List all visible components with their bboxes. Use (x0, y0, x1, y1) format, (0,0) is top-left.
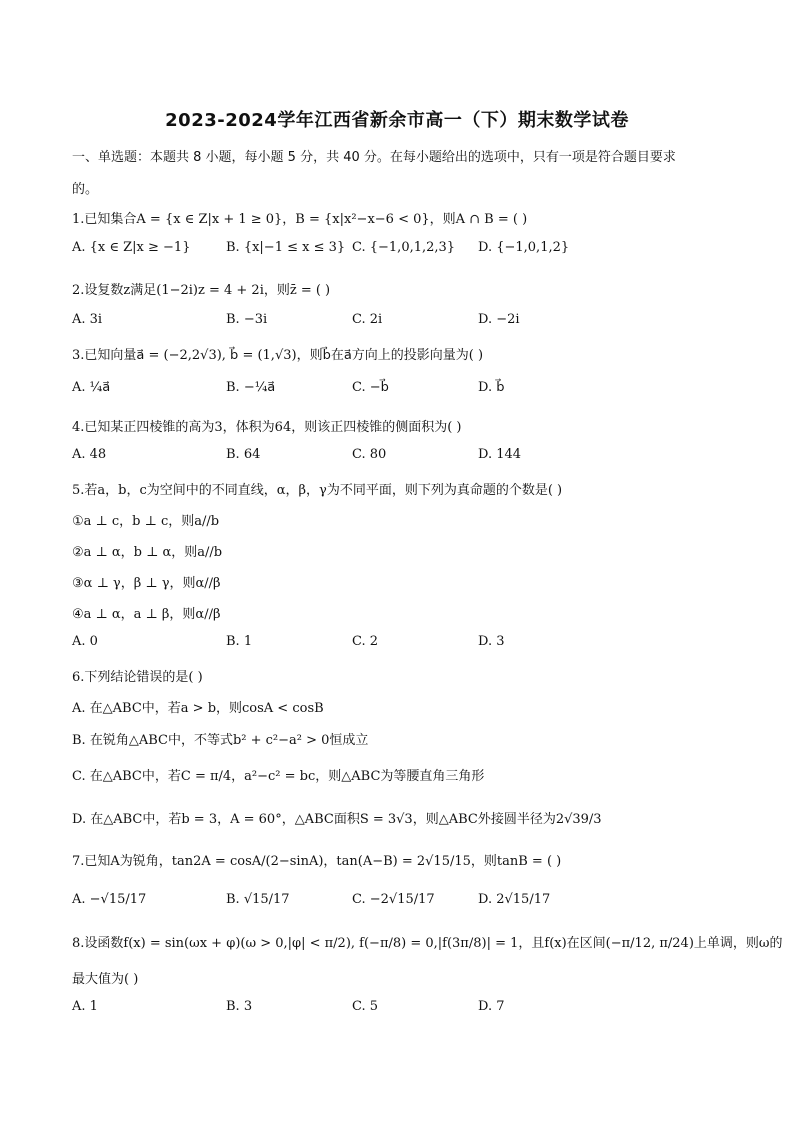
question-3-options (72, 380, 732, 400)
option-b: B. −¼a⃗ (226, 380, 276, 395)
section-heading-line1: 一、单选题：本题共 8 小题，每小题 5 分，共 40 分。在每小题给出的选项中，只有一项是符合题目要求 (72, 150, 676, 165)
option-d: D. 在△ABC中，若b = 3，A = 60°，△ABC面积S = 3√3，则△ABC外接圆半径为2√39/3 (72, 812, 602, 827)
question-8-options (72, 999, 732, 1019)
option-a: A. 在△ABC中，若a > b，则cosA < cosB (72, 701, 324, 716)
option-a: A. 48 (72, 447, 107, 462)
option-c: C. 2 (352, 634, 379, 649)
option-b: B. √15/17 (226, 892, 290, 907)
option-a: A. 3i (72, 312, 103, 327)
question-1-stem: 1.已知集合A = {x ∈ Z|x + 1 ≥ 0}，B = {x|x²−x−6 < 0}，则A ∩ B = ( ) (72, 212, 528, 227)
option-b: B. −3i (226, 312, 268, 327)
option-b: B. 64 (226, 447, 261, 462)
option-c: C. −2√15/17 (352, 892, 435, 907)
option-d: D. 7 (478, 999, 505, 1014)
question-7-options (72, 892, 732, 912)
option-a: A. 1 (72, 999, 98, 1014)
option-c: C. 5 (352, 999, 379, 1014)
option-b: B. {x|−1 ≤ x ≤ 3} (226, 240, 346, 255)
option-c: C. 在△ABC中，若C = π/4，a²−c² = bc，则△ABC为等腰直角三角形 (72, 769, 485, 784)
option-b: B. 1 (226, 634, 253, 649)
question-7-stem: 7.已知A为锐角，tan2A = cosA/(2−sinA)，tan(A−B) = 2√15/15，则tanB = ( ) (72, 854, 562, 869)
exam-title: 2023-2024学年江西省新余市高一（下）期末数学试卷 (165, 110, 629, 131)
option-b: B. 3 (226, 999, 253, 1014)
option-a: A. ¼a⃗ (72, 380, 111, 395)
section-heading-line2: 的。 (72, 182, 99, 197)
question-4-stem: 4.已知某正四棱锥的高为3，体积为64，则该正四棱锥的侧面积为( ) (72, 420, 462, 435)
option-d: D. b⃗ (478, 380, 505, 395)
option-d: D. 3 (478, 634, 505, 649)
proposition-3: ③α ⊥ γ，β ⊥ γ，则α//β (72, 576, 221, 591)
option-a: A. 0 (72, 634, 98, 649)
proposition-4: ④a ⊥ α，a ⊥ β，则α//β (72, 607, 221, 622)
option-c: C. −b⃗ (352, 380, 389, 395)
option-d: D. 144 (478, 447, 522, 462)
option-d: D. 2√15/17 (478, 892, 551, 907)
question-1-options (72, 240, 732, 260)
proposition-2: ②a ⊥ α，b ⊥ α，则a//b (72, 545, 223, 560)
question-2-options (72, 312, 732, 332)
option-c: C. 2i (352, 312, 383, 327)
option-d: D. {−1,0,1,2} (478, 240, 570, 255)
question-6-stem: 6.下列结论错误的是( ) (72, 670, 203, 685)
option-c: C. 80 (352, 447, 387, 462)
option-a: A. {x ∈ Z|x ≥ −1} (72, 240, 191, 255)
option-d: D. −2i (478, 312, 520, 327)
option-c: C. {−1,0,1,2,3} (352, 240, 456, 255)
question-4-options (72, 447, 732, 467)
question-3-stem: 3.已知向量a⃗ = (−2,2√3), b⃗ = (1,√3)，则b⃗在a⃗方向上的投影向量为( ) (72, 348, 484, 363)
proposition-1: ①a ⊥ c，b ⊥ c，则a//b (72, 514, 220, 529)
question-2-stem: 2.设复数z满足(1−2i)z = 4 + 2i，则z̄ = ( ) (72, 283, 331, 298)
option-b: B. 在锐角△ABC中，不等式b² + c²−a² > 0恒成立 (72, 733, 369, 748)
question-8-stem-continued: 最大值为( ) (72, 972, 139, 987)
question-5-options (72, 634, 732, 654)
question-5-stem: 5.若a，b，c为空间中的不同直线，α，β，γ为不同平面，则下列为真命题的个数是( ) (72, 483, 563, 498)
option-a: A. −√15/17 (72, 892, 147, 907)
question-8-stem: 8.设函数f(x) = sin(ωx + φ)(ω > 0,|φ| < π/2), f(−π/8) = 0,|f(3π/8)| = 1，且f(x)在区间(−π/12, π/24)上单调，则ω的 (72, 936, 783, 951)
